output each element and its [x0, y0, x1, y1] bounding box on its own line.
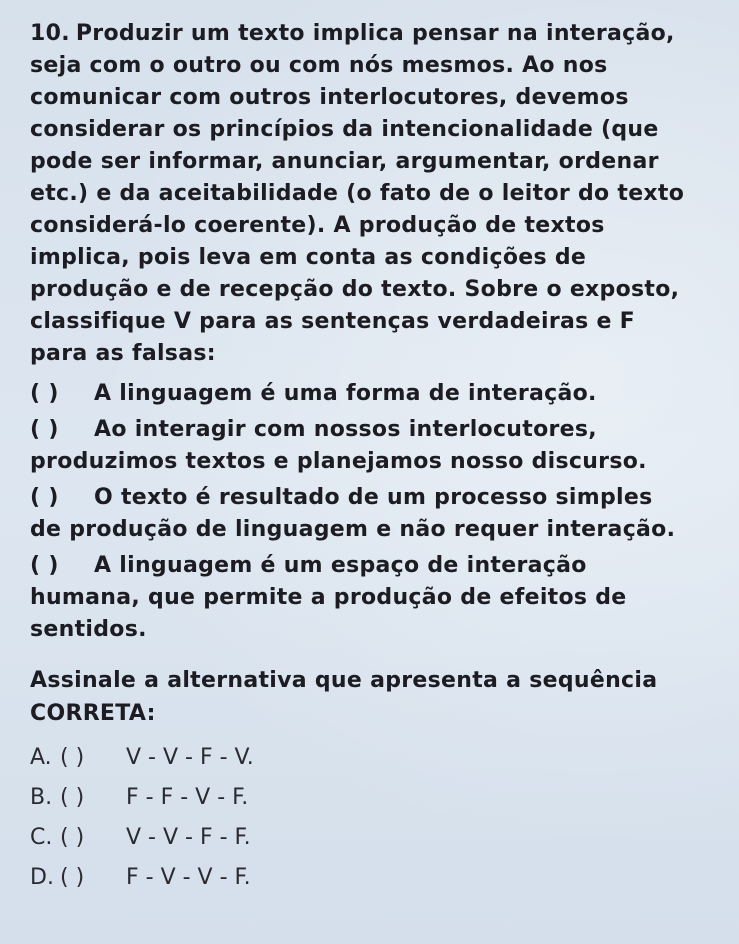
option-d[interactable]	[30, 858, 729, 898]
statement-text: Ao interagir com nossos interlocutores, produzimos textos e planejamos nosso discurso.	[30, 417, 647, 474]
option-letter: B.	[30, 785, 53, 810]
answer-blank[interactable]: ( )	[30, 553, 59, 578]
option-b[interactable]	[30, 778, 729, 818]
option-text: F - V - V - F.	[126, 865, 251, 890]
option-c[interactable]	[30, 818, 729, 858]
question-text: Produzir um texto implica pensar na interação, seja com o outro ou com nós mesmos. Ao nos comunicar com outros interlocutores, devemos considerar os princípios da intencionalidade (que pode ser informar, anunciar, argumentar, ordenar etc.) e da aceitabilidade (o fato de o leitor do texto considerá-lo coerente). A produção de textos implica, pois leva em conta as condições de produção e de recepção do texto. Sobre o exposto, classifique V para as sentenças verdadeiras e F para as falsas:	[30, 21, 685, 366]
statement-item	[30, 414, 729, 478]
option-text: V - V - F - V.	[126, 745, 254, 770]
option-letter: C.	[30, 825, 53, 850]
statement-text: A linguagem é uma forma de interação.	[94, 381, 597, 406]
answer-options	[30, 738, 729, 898]
question-number: 10.	[30, 21, 70, 46]
option-checkbox[interactable]: ( )	[60, 865, 85, 890]
statement-item	[30, 550, 729, 646]
statement-item	[30, 378, 729, 410]
option-checkbox[interactable]: ( )	[60, 785, 85, 810]
option-letter: D.	[30, 865, 54, 890]
option-checkbox[interactable]: ( )	[60, 825, 85, 850]
option-text: F - F - V - F.	[126, 785, 249, 810]
statement-list	[30, 378, 729, 646]
question-statement	[30, 18, 729, 370]
option-checkbox[interactable]: ( )	[60, 745, 85, 770]
option-a[interactable]	[30, 738, 729, 778]
option-text: V - V - F - F.	[126, 825, 251, 850]
answer-blank[interactable]: ( )	[30, 381, 59, 406]
answer-blank[interactable]: ( )	[30, 417, 59, 442]
option-letter: A.	[30, 745, 52, 770]
statement-text: A linguagem é um espaço de interação humana, que permite a produção de efeitos de sentidos.	[30, 553, 627, 642]
answer-blank[interactable]: ( )	[30, 485, 59, 510]
answer-prompt: Assinale a alternativa que apresenta a sequência CORRETA:	[30, 668, 658, 726]
statement-item	[30, 482, 729, 546]
statement-text: O texto é resultado de um processo simples de produção de linguagem e não requer interação.	[30, 485, 676, 542]
